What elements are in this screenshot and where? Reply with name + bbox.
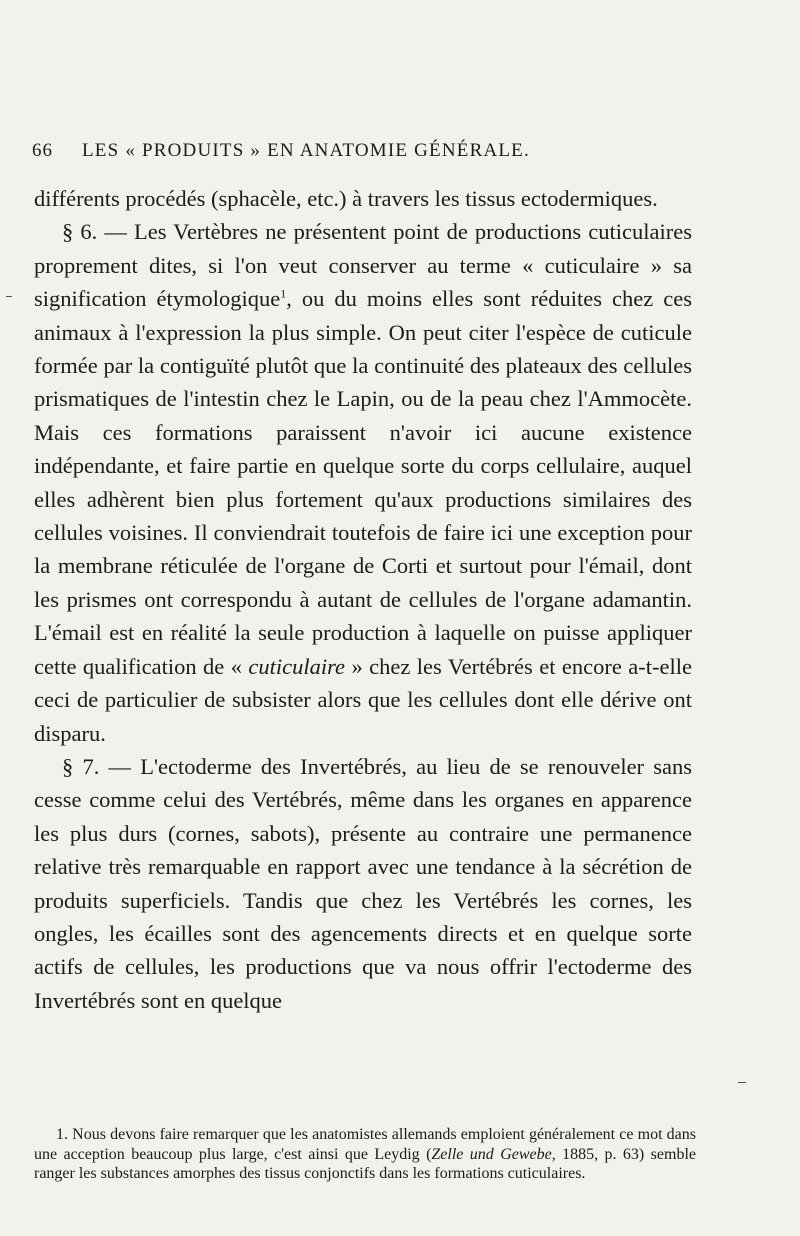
- footnote-citation-title: Zelle und Gewebe,: [431, 1145, 556, 1163]
- running-header: [32, 140, 622, 162]
- paragraph-continuation: différents procédés (sphacèle, etc.) à travers les tissus ectodermiques.: [34, 186, 658, 211]
- paragraph-section-7: § 7. — L'ectoderme des Invertébrés, au lieu de se renouveler sans cesse comme celui des Vertébrés, même dans les organes en apparence les plus durs (cornes, sabots), présente au contraire une permanence relative très remarquable en rapport avec une tendance à la sécrétion de produits superficiels. Tandis que chez les Vertébrés les cornes, les ongles, les écailles sont des agencements directs et en quelque sorte actifs de cellules, les productions que va nous offrir l'ectoderme des Invertébrés sont en quelque: [34, 753, 692, 1013]
- footnote-text: Nous devons faire remarquer que les anatomistes allemands emploient généralement ce mot dans une acception beaucoup plus large, c'est ainsi que Leydig (: [34, 1126, 696, 1163]
- footnote-number: 1.: [56, 1126, 68, 1143]
- page-number: 66: [32, 140, 53, 161]
- margin-mark: [738, 1082, 746, 1083]
- italic-term: cuticulaire: [248, 653, 346, 679]
- paragraph-section-6: [34, 215, 692, 750]
- margin-mark: [6, 296, 12, 297]
- paragraph-text: § 6. — Les Vertèbres ne présentent point de productions cuticulaires proprement dites, si l'on veut conserver au terme « cuticulaire » sa signification étymologique: [34, 219, 692, 312]
- running-title: LES « PRODUITS » EN ANATOMIE GÉNÉRALE.: [82, 140, 530, 161]
- paragraph-text: » chez les Vertébrés et encore a-t-elle ceci de particulier de subsister alors que les cellules dont elle dérive ont disparu.: [34, 653, 692, 746]
- footnote-reference[interactable]: 1: [280, 286, 287, 301]
- footnote: [34, 1125, 696, 1184]
- body-text: [34, 182, 692, 1017]
- footnote-text: 1885, p. 63) semble ranger les substances amorphes des tissus conjonctifs dans les formations cuticulaires.: [34, 1145, 696, 1182]
- paragraph-text: , ou du moins elles sont réduites chez ces animaux à l'expression la plus simple. On peut citer l'espèce de cuticule formée par la contiguïté plutôt que la continuité des plateaux des cellules prismatiques de l'intestin chez le Lapin, ou de la peau chez l'Ammocète. Mais ces formations paraissent n'avoir ici aucune existence indépendante, et faire partie en quelque sorte du corps cellulaire, auquel elles adhèrent bien plus fortement qu'aux productions similaires des cellules voisines. Il conviendrait toutefois de faire ici une exception pour la membrane réticulée de l'organe de Corti et surtout pour l'émail, dont les prismes ont correspondu à autant de cellules de l'organe adamantin. L'émail est en réalité la seule production à laquelle on puisse appliquer cette qualification de «: [34, 286, 692, 679]
